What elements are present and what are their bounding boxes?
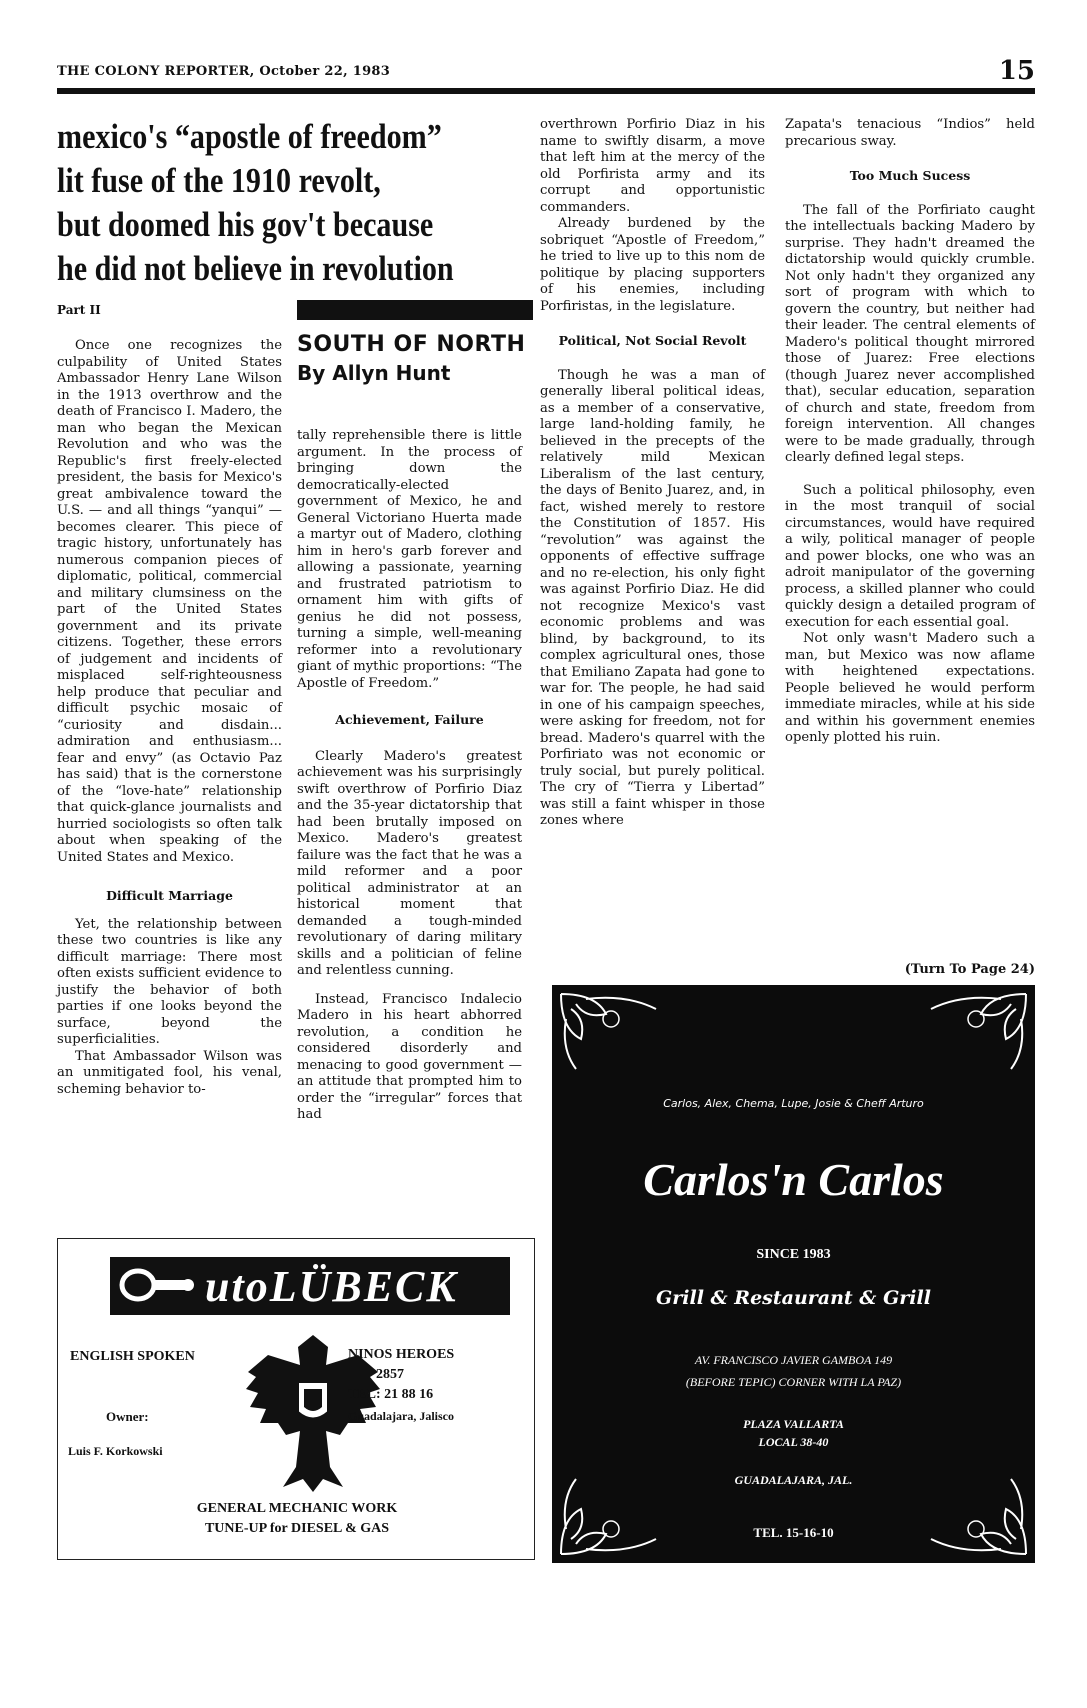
masthead-rule [57, 88, 1035, 94]
logo-text: utoLÜBECK [205, 1262, 458, 1311]
page-number: 15 [998, 56, 1035, 86]
jump-line: (Turn To Page 24) [904, 962, 1035, 977]
city-name: GUADALAJARA, JAL. [734, 1473, 853, 1487]
auto-lubeck-logo [110, 1257, 510, 1315]
paragraph: Though he was a man of generally liberal political ideas, as a member of a conservative, large land-holding family, he believed in the precepts of the relatively mild Mexican Liberalism of the last century, the days of Benito Juarez, and, in fact, wished merely to restore the Constitution of 1857. His “revolution” was against the opponents of effective suffrage and no re-election, his only fight was against Porfirio Diaz. He did not recognize Mexico's vast economic problems and was blind, by background, to its complex agricultural ones, those that Emiliano Zapata had gone to war for. The people, he had said in one of his campaign speeches, were asking for freedom, not for bread. Madero's quarrel with the Porfiriato was not economic or truly social, but purely political. The cry of “Tierra y Libertad” was still a faint whisper in those zones where [540, 367, 765, 828]
address-line-2: (BEFORE TEPIC) CORNER WITH LA PAZ) [685, 1375, 902, 1389]
paragraph: tally reprehensible there is little argument. In the process of bringing down the democratically-elected government of Mexico, he and General Victoriano Huerta made a martyr out of Madero, clothing him in hero's garb forever and allowing a passionate, yearning and frustrated patriotism to ornament him with gifts of genius he did not possess, turning a simple, well-meaning reformer into a revolutionary giant of mythic proportions: “The Apostle of Freedom.” [297, 428, 522, 691]
paragraph: overthrown Porfirio Diaz in his name to swiftly disarm, a move that left him at the mercy of the old Porfirista army and its corrupt and opportunistic commanders. [540, 117, 765, 215]
owner-name: Luis F. Korkowski [68, 1444, 163, 1458]
masthead-title: THE COLONY REPORTER, October 22, 1983 [57, 64, 391, 79]
local-number: LOCAL 38-40 [758, 1435, 829, 1449]
paragraph: Zapata's tenacious “Indios” held precarious sway. [785, 117, 1035, 149]
carlos-n-carlos-ad [552, 985, 1035, 1563]
article-column-2 [297, 428, 522, 1124]
byline-bar [297, 300, 533, 320]
paragraph: Instead, Francisco Indalecio Madero in his heart abhorred revolution, a condition he considered disorderly and menacing to good government — an attitude that prompted him to order the “irregular” forces that had [297, 991, 522, 1122]
subhead: Too Much Sucess [849, 168, 971, 183]
restaurant-phone: TEL. 15-16-10 [753, 1525, 834, 1540]
headline-line: but doomed his gov't because [57, 205, 434, 244]
paragraph: Not only wasn't Madero such a man, but Mexico was now aflame with heightened expectations. People believed he would perform immediate miracles, while at his side and within his government enemies openly plotted his ruin. [785, 631, 1035, 745]
paragraph: That Ambassador Wilson was an unmitigated fool, his venal, scheming behavior to- [57, 1048, 282, 1097]
part-label: Part II [57, 303, 101, 317]
article-column-3 [540, 117, 765, 830]
byline-author: By Allyn Hunt [297, 361, 451, 385]
headline [57, 115, 517, 291]
ad-number: 2857 [376, 1367, 404, 1382]
ornament-icon [556, 989, 676, 1079]
restaurant-logo: Carlos'n Carlos [643, 1154, 944, 1205]
paragraph: The fall of the Porfiriato caught the intellectuals backing Madero by surprise. They hadn't dreamed the dictatorship would quickly crumble. Not only hadn't they organized any sort of program with which to govern the country, but neither had their leader. The central elements of Madero's political thought mirrored those of Juarez: Free elections (though Juarez never accomplished that), secular education, separation of church and state, freedom from foreign intervention. All changes were to be made gradually, through clearly defined legal steps. [785, 202, 1035, 465]
masthead [57, 56, 1035, 90]
ad-street: NINOS HEROES [348, 1347, 455, 1362]
restaurant-tagline: Grill & Restaurant & Grill [656, 1287, 931, 1309]
owner-label: Owner: [106, 1409, 149, 1424]
auto-lubeck-ad [57, 1238, 535, 1560]
subhead: Political, Not Social Revolt [558, 333, 747, 348]
paragraph: Such a political philosophy, even in the most tranquil of social circumstances, would have required a wily, political manager of people and power blocks, one who was an adroit manipulator of the governing process, a skilled planner who could quickly design a detailed program of execution for each essential goal. [785, 482, 1035, 630]
since-year: SINCE 1983 [756, 1247, 831, 1262]
paragraph: Clearly Madero's greatest achievement was his surprisingly swift overthrow of Porfirio Diaz and the 35-year dictatorship that had been brutally imposed on Mexico. Madero's greatest failure was the fact that he was a mild reformer and a poor political administrator at an historical moment that demanded a tough-minded revolutionary of daring military skills and a politician of feline and relentless cunning. [297, 748, 522, 978]
subhead: Achievement, Failure [335, 712, 484, 727]
paragraph: Already burdened by the sobriquet “Apostle of Freedom,” he tried to live up to this nom de politique by placing supporters of his enemies, including Porfiristas, in the legislature. [540, 216, 765, 314]
piston-icon [116, 1265, 196, 1305]
address-line-1: AV. FRANCISCO JAVIER GAMBOA 149 [694, 1353, 893, 1367]
ad-service-1: GENERAL MECHANIC WORK [196, 1501, 398, 1516]
column-byline [297, 300, 533, 385]
staff-names: Carlos, Alex, Chema, Lupe, Josie & Cheff Arturo [663, 1097, 924, 1110]
ad-service-2: TUNE-UP for DIESEL & GAS [204, 1521, 390, 1536]
headline-line: he did not believe in revolution [57, 249, 454, 288]
english-spoken: ENGLISH SPOKEN [70, 1349, 195, 1364]
plaza-name: PLAZA VALLARTA [743, 1417, 844, 1431]
headline-line: lit fuse of the 1910 revolt, [57, 161, 381, 200]
column-title: SOUTH OF NORTH [297, 332, 526, 357]
subhead: Difficult Marriage [106, 888, 233, 903]
ad-city: Guadalajara, Jalisco [348, 1409, 455, 1423]
ad-phone: TEL: 21 88 16 [348, 1387, 434, 1402]
paragraph: Yet, the relationship between these two countries is like any difficult marriage: There most often exists sufficient evidence to justify the behavior of both parties if one looks beyond the surface, beyond the superficialities. [57, 916, 282, 1047]
paragraph: Once one recognizes the culpability of United States Ambassador Henry Lane Wilson in the 1913 overthrow and the death of Francisco I. Madero, the man who began the Mexican Revolution and who was the Republic's first freely-elected president, the basis for Mexico's great ambivalence toward the U.S. — and all things “yanqui” — becomes clearer. This piece of tragic history, unfortunately has numerous companion pieces of diplomatic, political, commercial and military clumsiness on the part of the United States government and its private citizens. Together, these errors of judgement and incidents of misplaced self-righteousness help produce that peculiar and difficult psychic mosaic of “curiosity and disdain... admiration and enthusiasm... fear and envy” (as Octavio Paz has said) that is the cornerstone of the “love-hate” relationship that quick-glance journalists and hurried sociologists so often talk about when speaking of the United States and Mexico. [57, 338, 282, 865]
ornament-icon [911, 989, 1031, 1079]
article-column-4 [785, 117, 1035, 747]
headline-line: mexico's “apostle of freedom” [57, 117, 442, 156]
article-column-1 [57, 338, 282, 1098]
